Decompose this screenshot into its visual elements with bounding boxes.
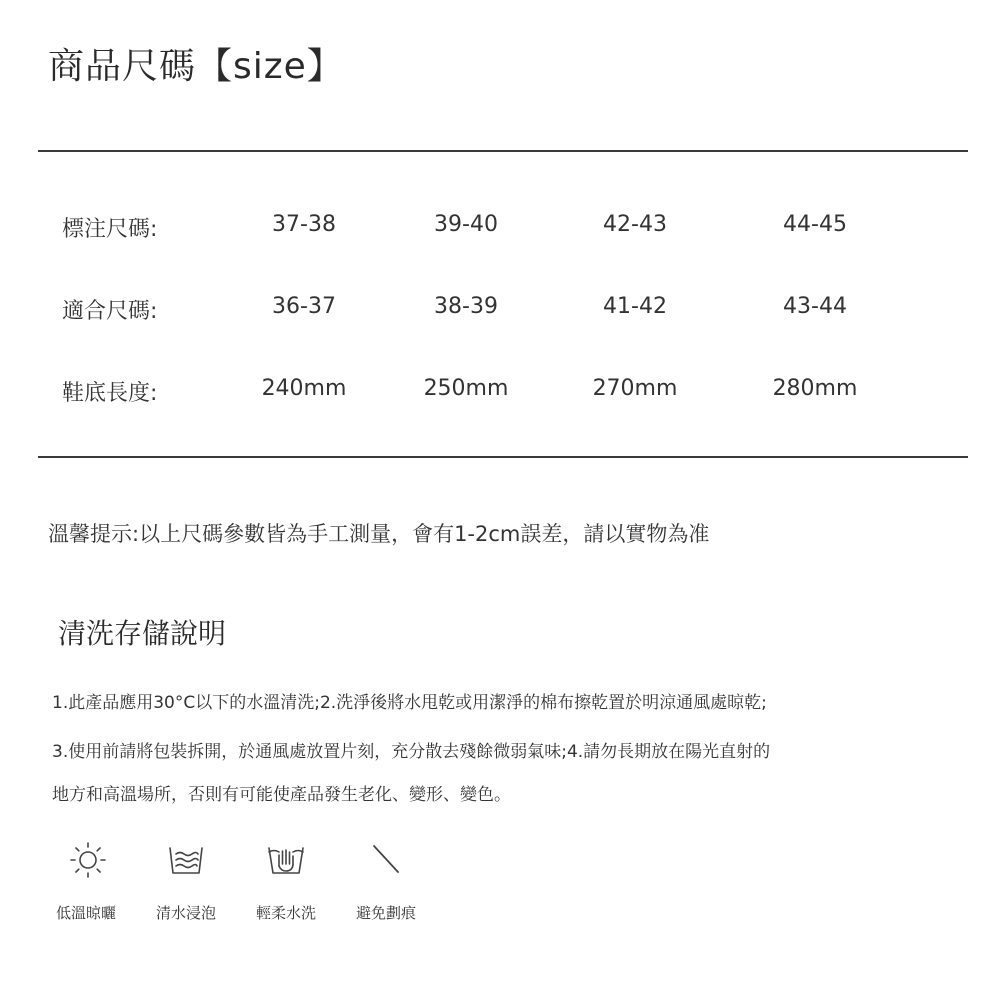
icon-label: 低溫晾曬 xyxy=(56,904,117,922)
table-cell: 37-38 xyxy=(272,212,336,237)
water-basin-icon xyxy=(166,840,206,880)
table-cell: 250mm xyxy=(423,376,509,401)
table-bottom-divider xyxy=(38,456,968,458)
care-instruction-line: 3.使用前請將包裝拆開，於通風處放置片刻，充分散去殘餘微弱氣味;4.請勿長期放在陽光直射的 xyxy=(52,742,771,762)
icon-label: 輕柔水洗 xyxy=(256,904,317,922)
table-cell: 43-44 xyxy=(783,294,847,319)
table-cell: 39-40 xyxy=(434,212,498,237)
table-cell: 270mm xyxy=(592,376,678,401)
table-cell: 42-43 xyxy=(603,212,667,237)
table-cell: 38-39 xyxy=(434,294,498,319)
care-instruction-line: 1.此產品應用30°C以下的水溫清洗;2.洗淨後將水甩乾或用潔淨的棉布擦乾置於明涼通風處晾乾; xyxy=(52,693,767,713)
icon-label: 清水浸泡 xyxy=(156,904,217,922)
table-cell: 41-42 xyxy=(603,294,667,319)
measurement-note: 溫馨提示:以上尺碼參數皆為手工測量，會有1-2cm誤差，請以實物為准 xyxy=(48,522,710,546)
care-heading: 清洗存儲說明 xyxy=(58,617,227,650)
row-label-fit-size: 適合尺碼: xyxy=(62,299,158,324)
table-cell: 240mm xyxy=(261,376,347,401)
row-label-sole-length: 鞋底長度: xyxy=(62,381,158,406)
care-instruction-line: 地方和高溫場所，否則有可能使產品發生老化、變形、變色。 xyxy=(52,785,511,805)
page-title: 商品尺碼【size】 xyxy=(48,46,344,87)
hand-wash-icon xyxy=(266,840,306,880)
icon-label: 避免劃痕 xyxy=(356,904,417,922)
table-cell: 36-37 xyxy=(272,294,336,319)
slash-icon xyxy=(366,840,406,880)
sun-icon xyxy=(68,840,108,880)
table-cell: 44-45 xyxy=(783,212,847,237)
table-top-divider xyxy=(38,150,968,152)
table-cell: 280mm xyxy=(772,376,858,401)
row-label-marked-size: 標注尺碼: xyxy=(62,217,158,242)
